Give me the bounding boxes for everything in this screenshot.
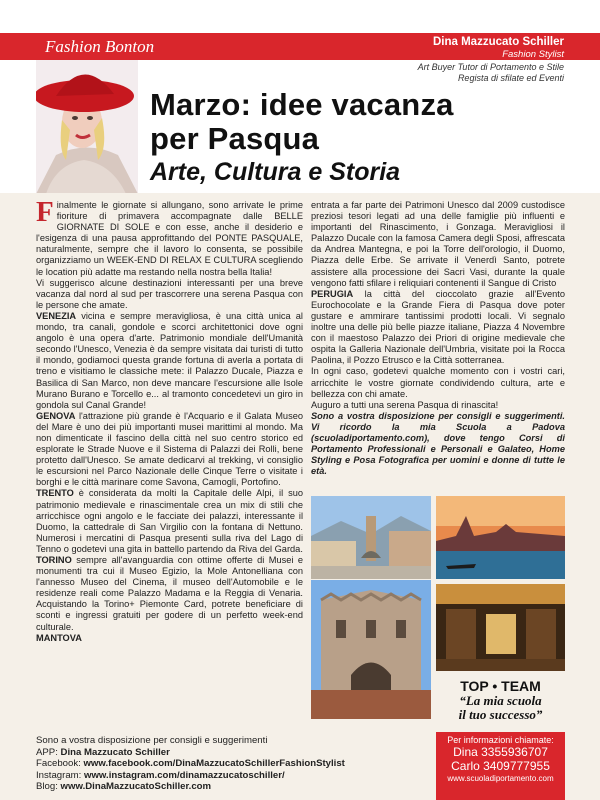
author-name: Dina Mazzucato Schiller — [432, 36, 564, 48]
author-block — [433, 36, 564, 60]
city-label: PERUGIA — [311, 288, 354, 299]
trento-photo — [311, 496, 431, 579]
contact-info-box — [436, 732, 565, 800]
intro-paragraph — [36, 196, 303, 278]
author-tag: Regista di sfilate ed Eventi — [457, 73, 564, 83]
perugia-photo — [311, 580, 431, 719]
website-link[interactable]: www.scuoladiportamento.com — [447, 774, 554, 783]
footer-label: Instagram: — [36, 769, 84, 781]
paragraph-mantova-start — [36, 633, 303, 644]
paragraph-venezia — [36, 311, 303, 411]
author-portrait — [36, 60, 138, 194]
instagram-link[interactable]: www.instagram.com/dinamazzucatoschiller/ — [84, 769, 285, 781]
venezia-photo — [436, 496, 565, 579]
paragraph-trento — [36, 488, 303, 555]
footer-value: Dina Mazzucato Schiller — [60, 746, 170, 758]
promo-title: TOP • TEAM — [460, 678, 541, 694]
city-label: TORINO — [36, 555, 72, 565]
phone-number[interactable]: Dina 3355936707 — [453, 745, 548, 759]
city-label: VENEZIA — [36, 310, 77, 321]
torino-museum-photo — [436, 584, 565, 671]
footer-line-facebook — [36, 758, 426, 770]
intro-text: inalmente le giornate si allungano, sono arrivate le prime fioriture di primavera accompagnate dalle BELLE GIORNATE DI SOLE e con esse, anche il desiderio e l'esigenza di una pausa approfittando del PONTE PASQUALE, naturalmente, sempre che il lavoro lo consenta, se possibile organizziamo un WEEK-END DI RELAX E CULTURA scegliendo le location più adatte ma restando nella nostra bella Italia! — [36, 200, 303, 277]
city-text: vicina e sempre meravigliosa, è una città unica al mondo, tra canali, gondole e scorci architettonici dove ogni angolo è una opera d'arte. Patrimonio mondiale dell'Umanità secondo l'Unesco, Venezia è da sempre visitata dai turisti di tutto il mondo, godiamoci questa grande fortuna di averla a portata di treno e visitiamo le classiche mete: il Palazzo Ducale, Piazza e Basilica di San Marco, non deve mancare l'escursione alle Isole Murano Burano e Torcello e... al tramonto concedetevi un giro in gondola sul Canal Grande! — [36, 310, 303, 410]
city-label: GENOVA — [36, 410, 76, 421]
city-text: sempre all'avanguardia con ottime offerte di Musei e monumenti tra cui il Museo Egizio, la Mole Antonelliana con l'annesso Museo del Cinema, il museo dell'Automobile e le residenze reali come Palazzo Madama e la Reggia di Venaria. Acquistando la Torino+ Piemonte Card, potrete beneficiare di sconti e ingressi gratuiti per godere di un perfetto week-end culturale. — [36, 555, 303, 632]
city-text: è considerata da molti la Capitale delle Alpi, il suo patrimonio medievale e rinascimentale crea un mix di stili che arricchisce ogni angolo e le facciate dei palazzi, interessante il Duomo, la cattedrale di San Virgilio con la fontana di Nettuno. Numerosi i mercatini di Pasqua presenti sulla riva del Lago di Tenno o godetevi una gita in battello partendo da Riva del Garda. — [36, 488, 303, 554]
paragraph-torino — [36, 555, 303, 633]
city-text: la città del cioccolato grazie all'Evento Eurochocolate e la Grande Fiera di Pasqua dove poter gustare e ammirare tantissimi prodotti locali. Vi segnalo inoltre una delle più belle piazze italiane, Piazza 4 Novembre con il maestoso Palazzo dei Priori di origine medievale che ospita la Galleria Nazionale dell'Umbria, visitate poi la Rocca Paolina, il Pozzo Etrusco e la Città sotterranea. — [311, 288, 565, 366]
city-text: l'attrazione più grande è l'Acquario e il Galata Museo del Mare è uno dei più importanti musei marittimi al mondo. Ma non dimenticate il fascino della città nel suo centro storico ed esplorate le Strade Nuove e il Sistema di Palazzi dei Rolli, bene protetto dall'Unesco. Se amate dedicarvi al trekking, vi consiglio le escursioni nel Parco Nazionale delle Cinque Terre o visitate i borghi e le città marinare come Savona, Camogli, Portofino. — [36, 410, 303, 488]
school-paragraph: Sono a vostra disposizione per consigli e suggerimenti. Vi ricordo la mia Scuola a Padova (scuoladiportamento.com), dove tengo Corsi di Portamento Professionali e Personali e Galateo, Home Styling e Posa Fotografica per uomini e donne di tutte le età. — [311, 410, 565, 477]
title-line: Marzo: idee vacanza — [150, 87, 454, 122]
info-label: Per informazioni chiamate: — [447, 735, 554, 745]
phone-number[interactable]: Carlo 3409777955 — [451, 759, 550, 773]
city-label: MANTOVA — [36, 632, 82, 643]
author-tag: Art Buyer Tutor di Portamento e Stile — [417, 62, 564, 72]
paragraph: Auguro a tutti una serena Pasqua di rinascita! — [311, 399, 499, 410]
top-team-promo — [436, 678, 565, 722]
footer-line: Sono a vostra disposizione per consigli e suggerimenti — [36, 735, 268, 746]
article-column-right — [311, 200, 565, 477]
blog-link[interactable]: www.DinaMazzucatoSchiller.com — [60, 781, 212, 793]
paragraph-perugia — [311, 289, 565, 367]
title-line: per Pasqua — [150, 121, 320, 156]
paragraph-genova — [36, 411, 303, 489]
footer-line-instagram — [36, 770, 426, 782]
facebook-link[interactable]: www.facebook.com/DinaMazzucatoSchillerFashionStylist — [83, 758, 345, 770]
footer-contacts — [36, 735, 426, 793]
author-tags — [418, 62, 564, 84]
paragraph: Vi suggerisco alcune destinazioni interessanti per una breve vacanza dal nord al sud per trascorrere una serena Pasqua con le persone che amate. — [36, 277, 303, 310]
drop-cap: F — [36, 196, 54, 228]
footer-label: Blog: — [36, 781, 61, 793]
article-column-left — [36, 196, 303, 644]
footer-label: APP: — [36, 746, 61, 758]
promo-slogan: il tuo successo” — [458, 707, 543, 722]
footer-line-blog — [36, 781, 426, 793]
footer-line-app — [36, 747, 426, 759]
column-name: Fashion Bonton — [45, 37, 155, 56]
promo-slogan: “La mia scuola — [459, 693, 542, 708]
article-subtitle: Arte, Cultura e Storia — [150, 158, 401, 186]
author-role: Fashion Stylist — [502, 49, 564, 60]
article-title — [150, 88, 454, 156]
city-label: TRENTO — [36, 488, 74, 499]
paragraph-mantova: entrata a far parte dei Patrimoni Unesco dal 2009 custodisce preziosi tesori legati ad una delle famiglie più influenti e importanti del Rinascimento, i Gonzaga. Meravigliosi il Palazzo Ducale con la famosa Camera degli Sposi, affrescata da Andrea Mantegna, e poi la Torre dell'orologio, il Duomo, Piazza delle Erbe. Se arrivate il Venerdì Santo, potrete assistere alla processione dei Sacri Vasi, durante la quale vengono fatti sfilare i reliquiari contenenti il Sangue di Cristo — [311, 200, 565, 288]
footer-label: Facebook: — [36, 758, 84, 770]
paragraph: In ogni caso, godetevi qualche momento con i vostri cari, arricchite le vostre giornate condividendo cultura, arte e bellezza con chi amate. — [311, 366, 565, 399]
